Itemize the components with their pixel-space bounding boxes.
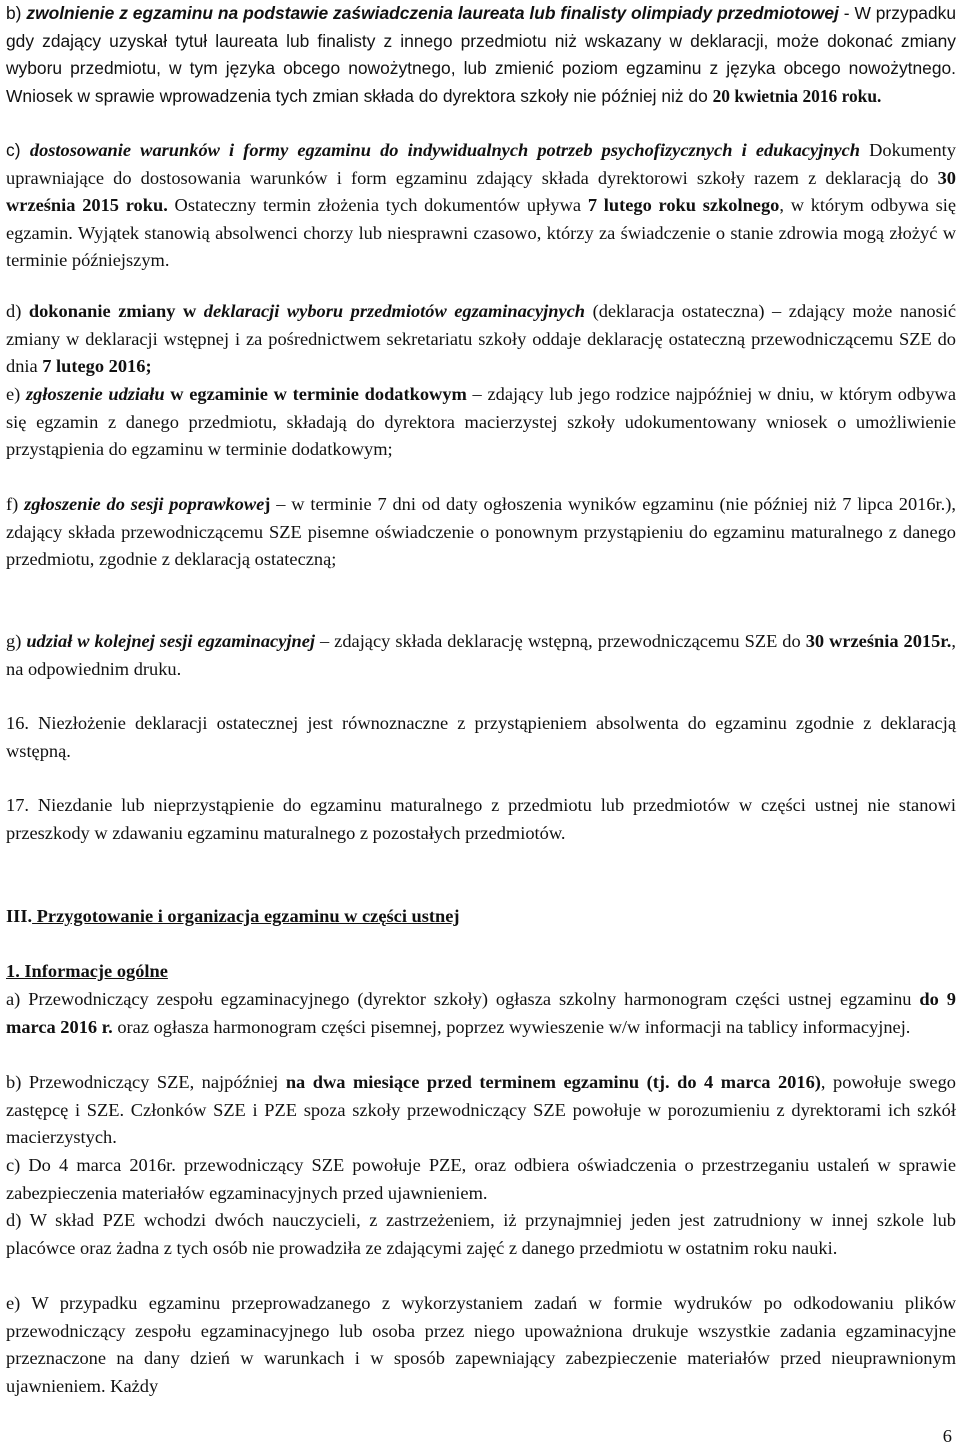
item-c-text-3: , w którym odbywa się egzamin. Wyjątek stanowią absolwenci chorzy lub niesprawni czasowo, którzy za świadczenie o stanie zdrowia mogą złożyć w terminie późniejszym. xyxy=(6,195,957,271)
item-d-marker: d) xyxy=(6,301,29,321)
org-item-b-text: b) Przewodniczący SZE, najpóźniej xyxy=(6,1072,286,1092)
item-f-paragraph xyxy=(6,491,956,574)
item-c-marker: c) xyxy=(6,140,30,160)
item-g-marker: g) xyxy=(6,631,27,651)
org-item-a-date: do 9 marca 2016 r. xyxy=(6,989,956,1037)
item-f-marker: f) xyxy=(6,494,25,514)
item-d-heading: dokonanie zmiany w xyxy=(28,301,204,321)
item-e-text: – zdający lub jego rodzice najpóźniej w dniu, w którym odbywa się egzamin z danego przedmiotu, składają do dyrektora macierzystej szkoły udokumentowany wniosek o umożliwienie przystąpienia do egzaminu w terminie dodatkowym; xyxy=(6,384,957,460)
item-g-paragraph xyxy=(6,628,956,683)
org-item-a-text-2: oraz ogłasza harmonogram części pisemnej, poprzez wywieszenie w/w informacji na tablicy informacyjnej. xyxy=(112,1016,911,1037)
org-item-a xyxy=(6,986,956,1041)
org-item-a-text: a) Przewodniczący zespołu egzaminacyjnego (dyrektor szkoły) ogłasza szkolny harmonogram części ustnej egzaminu xyxy=(6,989,920,1009)
item-d-paragraph xyxy=(6,298,956,381)
item-b-date: 20 kwietnia 2016 roku. xyxy=(712,85,882,106)
org-item-b xyxy=(6,1069,956,1152)
item-g-date: 30 września 2015r. xyxy=(805,631,952,651)
item-g-heading: udział w kolejnej sesji egzaminacyjnej xyxy=(26,631,315,651)
item-g-text-2: , na odpowiednim druku. xyxy=(6,631,956,679)
org-item-d: d) W skład PZE wchodzi dwóch nauczycieli, z zastrzeżeniem, iż przynajmniej jeden jest zatrudniony w innej szkole lub placówce oraz żadna z tych osób nie prowadziła ze zdającymi zajęć z danego przedmiotu w ostatnim roku nauki. xyxy=(6,1210,956,1258)
item-d-heading-2: deklaracji wyboru przedmiotów egzaminacyjnych xyxy=(203,301,586,321)
item-c-text-2: Ostateczny termin złożenia tych dokumentów upływa xyxy=(167,195,588,216)
item-b-marker: b) xyxy=(6,3,27,23)
item-f-heading-end: j xyxy=(264,494,271,514)
item-e-marker: e) xyxy=(6,384,26,404)
item-e-heading-2: w egzaminie w terminie dodatkowym xyxy=(164,384,467,404)
item-d-date: 7 lutego 2016; xyxy=(42,356,152,377)
item-g-text: – zdający składa deklarację wstępną, przewodniczącemu SZE do xyxy=(315,631,806,651)
org-item-e: e) W przypadku egzaminu przeprowadzanego z wykorzystaniem zadań w formie wydruków po odkodowaniu plików przewodniczący zespołu egzaminacyjnego lub osoba przez niego upoważniona drukuje wszystkie zadania egzaminacyjne przeznaczone na dany dzień w warunkach i w sposób zapewniający zabezpieczenie materiałów przed nieuprawnionym ujawnieniem. Każdy xyxy=(6,1293,956,1396)
item-d-text: (deklaracja ostateczna) – zdający może nanosić zmiany w deklaracji wstępnej i za pośrednictwem sekretariatu szkoły oddaje deklarację ostateczną przewodniczącemu SZE do dnia xyxy=(6,301,957,377)
point-16: 16. Niezłożenie deklaracji ostatecznej jest równoznaczne z przystąpieniem absolwenta do egzaminu zgodnie z deklaracją wstępną. xyxy=(6,713,956,761)
section-number: III. xyxy=(6,906,33,926)
item-c-text: Dokumenty uprawniające do dostosowania warunków i form egzaminu zdający składa dyrektorowi szkoły razem z deklaracją do xyxy=(6,140,956,188)
item-b-heading: zwolnienie z egzaminu na podstawie zaświadczenia laureata lub finalisty olimpiady przedmiotowej xyxy=(26,3,839,23)
item-c-deadline: 7 lutego roku szkolnego xyxy=(587,195,780,216)
item-e-heading: zgłoszenie udziału xyxy=(26,384,165,404)
point-17: 17. Niezdanie lub nieprzystąpienie do egzaminu maturalnego z przedmiotu lub przedmiotów w części ustnej nie stanowi przeszkody w zdawaniu egzaminu maturalnego z pozostałych przedmiotów. xyxy=(6,795,956,843)
item-c-date: 30 września 2015 roku. xyxy=(6,167,956,216)
subsection-heading: 1. Informacje ogólne xyxy=(6,961,168,981)
page-number: 6 xyxy=(942,1426,952,1446)
item-b-paragraph xyxy=(6,0,956,110)
org-item-c: c) Do 4 marca 2016r. przewodniczący SZE powołuje PZE, oraz odbiera oświadczenia o przestrzeganiu ustaleń w sprawie zabezpieczenia materiałów egzaminacyjnych przed ujawnieniem. xyxy=(6,1155,956,1203)
item-f-text: – w terminie 7 dni od daty ogłoszenia wyników egzaminu (nie później niż 7 lipca 2016r.), zdający składa przewodniczącemu SZE pisemne oświadczenie o ponownym przystąpieniu do egzaminu maturalnego z danego przedmiotu, zgodnie z deklaracją ostateczną; xyxy=(6,494,956,570)
item-f-heading: zgłoszenie do sesji poprawkowe xyxy=(24,494,265,514)
item-c-paragraph xyxy=(6,137,956,275)
org-item-b-deadline: na dwa miesiące przed terminem egzaminu (tj. do 4 marca 2016) xyxy=(285,1072,821,1092)
section-title: Przygotowanie i organizacja egzaminu w części ustnej xyxy=(32,906,460,926)
section-heading xyxy=(6,903,956,931)
item-e-paragraph xyxy=(6,381,956,464)
item-c-heading: dostosowanie warunków i formy egzaminu do indywidualnych potrzeb psychofizycznych i edukacyjnych xyxy=(29,140,861,160)
item-b-text: - W przypadku gdy zdający uzyskał tytuł laureata lub finalisty z innego przedmiotu niż wskazany w deklaracji, może dokonać zmiany wyboru przedmiotu, w tym języka obcego nowożytnego, lub zmienić poziom egzaminu z języka obcego nowożytnego. Wniosek w sprawie wprowadzenia tych zmian składa do dyrektora szkoły nie później niż do xyxy=(6,3,956,106)
org-item-b-text-2: , powołuje swego zastępcę i SZE. Członków SZE i PZE spoza szkoły przewodniczący SZE powołuje w porozumieniu z dyrektorami ich szkół macierzystych. xyxy=(6,1072,956,1148)
